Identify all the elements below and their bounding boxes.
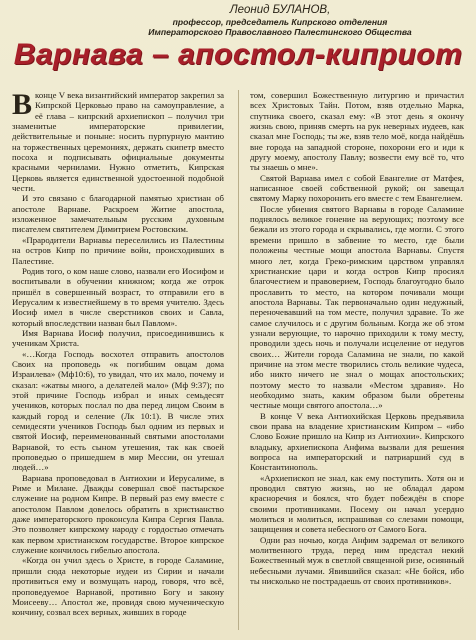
left-paragraph-1 [12, 90, 224, 193]
right-paragraph-4: В конце V века Антиохийская Церковь предъявила свои права на владение христианским Кипром – «ибо Слово Божие пришло на Кипр из Антиохии». Кипрского владыку, архиепископа Анфима вызвали для решения вопроса на императорский и патриарший суд в Константинополь. [250, 410, 464, 473]
left-paragraph-3: «Прародители Варнавы переселились из Палестины на остров Кипр по причине войн, происходивших в Палестине. [12, 234, 224, 266]
left-paragraph-4: Родив того, о ком наше слово, назвали его Иосифом и воспитывали в обучении книжном; когда же отрок пришёл в совершенный возраст, то отправили его в Иерусалим к известнейшему в то время учителю. Здесь Иосиф имел в числе сверстников своих и Савла, который впоследствии назван был Павлом». [12, 265, 224, 328]
author-position-line-2: Императорского Православного Палестинского Общества [148, 27, 412, 37]
left-paragraph-6: «…Когда Господь восхотел отправить апостолов Своих на проповедь «к погибшим овцам дома Израилева» (Мф10:6), то увидал, что их мало, почему и сказал: «жатвы много, а делателей мало» (Мф 9:37); по этой причине Господь избрал и иных семьдесят учеников, которых послал по два перед лицом Своим в каждый город и селение (Лк 10:1). В числе этих семидесяти учеников Господь был одним из первых и святой Иосиф, переименованный святыми апостолами Варнавой, то есть сыном утешения, так как своей проповедью о пришедшем в мир Мессии, он утешал людей…» [12, 348, 224, 473]
right-paragraph-1: том, совершил Божественную литургию и причастил всех Христовых Тайн. Потом, взяв отдельно Марка, спутника своего, сказал ему: «В этот день я окончу жизнь свою, приняв смерть на рук неверных иудеев, как сказал мне Господь; ты же, взяв тело моё, когда найдёшь вне города на западной стороне, похорони его и иди к другу моему, апостолу Павлу; возвести ему всё то, что ты знаешь о мне». [250, 90, 464, 173]
right-paragraph-3: После убиения святого Варнавы в городе Саламине поднялось великое гонение на верующих; поэтому все бежали из этого города и скрывались, где могли. С этого времени пришло в забвение то место, где были положены честные мощи апостола Варнавы. Спустя много лет, когда Греко-римским царством управлял христианские цари и когда остров Кипр просиял благочестием и правоверием, Господь благоугодно было прославить то место, на котором почивали мощи апостола Варнавы. Так первоначально один недужный, переночевавший на том месте, получил здравие. То же самое случилось и с другим больным. Когда же об этом узнали верующие, то нарочно приходили к тому месту, проводили здесь ночь и получали исцеление от недугов своих… Жители города Саламина не знали, по какой причине на этом месте творились столь великие чудеса, ибо никто ничего не знал о мощах апостольских; поэтому место то назвали «Местом здравия». Но необходимо знать, каким образом были обретены честные мощи святого апостола…» [250, 203, 464, 411]
author-position-line-1: профессор, председатель Кипрского отделения [172, 17, 388, 27]
right-paragraph-2: Святой Варнава имел с собой Евангелие от Матфея, написанное своей собственной рукой; он завещал святому Марку похоронить его вместе с тем Евангелием. [250, 172, 464, 204]
left-paragraph-5: Имя Варнава Иосиф получил, присоединившись к ученикам Христа. [12, 327, 224, 349]
left-paragraph-2: И это связано с благодарной памятью христиан об апостоле Варнаве. Раскроем Житие апостола, изложенное замечательным русским духовным писателем святителем Димитрием Ростовским. [12, 193, 224, 235]
article-title: Варнава – апостол-киприот [13, 38, 463, 71]
left-paragraph-1-text: конце V века византийский император закрепил за Кипрской Церковью право на самоуправление, а её глава – кипрский архиепископ – получил три знаменитые императорские привилегии, действительные и поныне: носить пурпурную мантию на торжественных церемониях, держать скипетр вместо посоха и подписывать официальные документы красными чернилами. Нужно отметить, Кипрская Церковь является единственной удостоенной подобной чести. [12, 90, 224, 194]
left-paragraph-8: «Когда он учил здесь о Христе, в городе Саламине, пришли сюда некоторые иудеи из Сирии и начали противиться ему и возмущать народ, говоря, что всё, проповедуемое Варнавой, противно Богу и закону Моисееву… Апостол же, провидя свою мученическую кончину, созвал всех верных, живших в городе [12, 555, 224, 618]
left-paragraph-7: Варнава проповедовал в Антиохии и Иерусалиме, в Риме и Милане. Дважды совершал своё пастырское служение на родном Кипре. В первый раз ему вместе с апостолом Павлом довелось обратить в христианство даже императорского проконсула Кипра Сергия Павла. Это позволяет кипрскому народу с гордостью отмечать как первом христианском государстве. Второе кипрское служение кончилось гибелью апостола. [12, 472, 224, 556]
author-block [120, 4, 440, 37]
right-paragraph-6: Одни раз ночью, когда Анфим задремал от великого молитвенного труда, перед ним предстал некий Божественный муж в светлой священной ризе, осиянный небесными лучами. Явившийся сказал: «Не бойся, ибо ты нисколько не пострадаешь от своих противников». [250, 534, 464, 587]
author-name: Леонид БУЛАНОВ, [229, 4, 331, 16]
left-column [12, 90, 224, 618]
right-column [250, 90, 464, 587]
drop-cap: В [12, 88, 33, 121]
right-paragraph-5: «Архиепископ не знал, как ему поступить. Хотя он и проводил святую жизнь, но не обладал даром красноречия и боялся, что будет побеждён в споре своими противниками. Посему он начал усердно молиться и молиться, испрашивая со слезами помощи, защищения и совета небесного от Самого Бога. [250, 472, 464, 535]
column-divider [238, 90, 239, 630]
